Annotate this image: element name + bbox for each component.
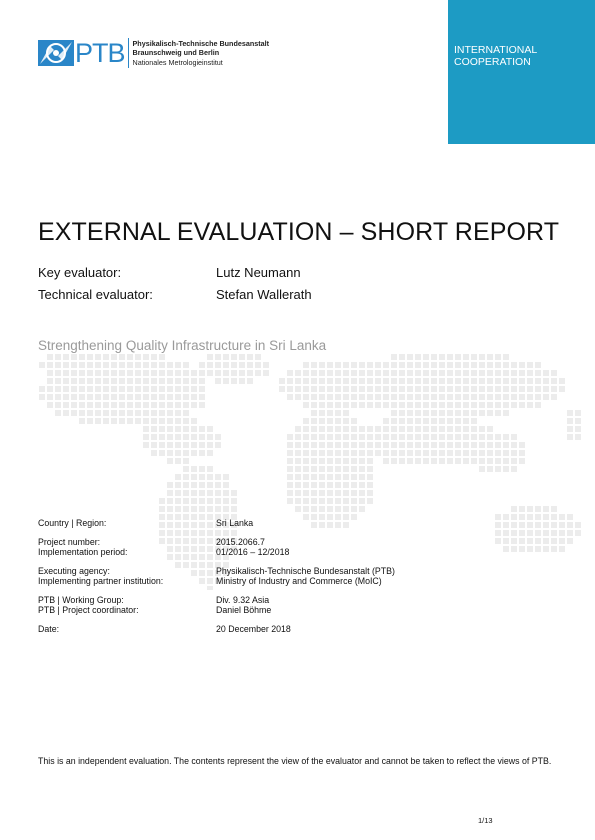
detail-label: Country | Region: bbox=[38, 518, 107, 528]
detail-value: Daniel Böhme bbox=[216, 605, 272, 615]
evaluator-row bbox=[38, 284, 312, 306]
details-group bbox=[38, 537, 395, 558]
banner-line-2: COOPERATION bbox=[454, 56, 531, 68]
international-cooperation-banner bbox=[448, 0, 595, 144]
detail-label: Implementation period: bbox=[38, 547, 128, 557]
logo-text bbox=[133, 39, 269, 68]
details-group bbox=[38, 566, 395, 587]
logo-word: PTB bbox=[75, 37, 125, 68]
report-title: EXTERNAL EVALUATION – SHORT REPORT bbox=[38, 218, 560, 246]
detail-value: 20 December 2018 bbox=[216, 623, 291, 634]
project-details bbox=[38, 518, 395, 642]
evaluator-label: Key evaluator: bbox=[38, 265, 122, 280]
detail-value: 01/2016 – 12/2018 bbox=[216, 547, 290, 557]
detail-label: Executing agency: bbox=[38, 565, 110, 576]
detail-row bbox=[38, 624, 395, 635]
detail-row bbox=[38, 576, 395, 587]
logo-line-1: Physikalisch-Technische Bundesanstalt bbox=[132, 38, 269, 48]
evaluator-row bbox=[38, 262, 312, 284]
detail-value: Ministry of Industry and Commerce (MoIC) bbox=[216, 576, 382, 586]
banner-line-1: INTERNATIONAL bbox=[454, 44, 538, 56]
detail-value: Sri Lanka bbox=[216, 518, 254, 528]
evaluator-list bbox=[38, 262, 312, 306]
detail-value: Physikalisch-Technische Bundesanstalt (PTB) bbox=[216, 565, 395, 576]
detail-label: Project number: bbox=[38, 536, 101, 547]
detail-row bbox=[38, 537, 395, 548]
detail-value: 2015.2066.7 bbox=[216, 536, 265, 547]
ptb-emblem-icon bbox=[38, 36, 74, 70]
evaluator-name: Lutz Neumann bbox=[216, 265, 301, 280]
logo-line-2: Braunschweig und Berlin bbox=[132, 48, 220, 58]
detail-row bbox=[38, 566, 395, 577]
detail-label: PTB | Project coordinator: bbox=[38, 605, 139, 615]
detail-label: Date: bbox=[38, 623, 60, 634]
detail-row bbox=[38, 518, 395, 529]
logo-divider bbox=[128, 38, 129, 68]
project-title: Strengthening Quality Infrastructure in Sri Lanka bbox=[38, 338, 327, 353]
detail-row bbox=[38, 595, 395, 606]
logo-line-3: Nationales Metrologieinstitut bbox=[132, 57, 223, 67]
details-group bbox=[38, 624, 395, 635]
detail-value: Div. 9.32 Asia bbox=[216, 594, 270, 605]
detail-label: PTB | Working Group: bbox=[38, 594, 124, 605]
details-group bbox=[38, 518, 395, 529]
evaluator-name: Stefan Wallerath bbox=[216, 287, 312, 302]
detail-label: Implementing partner institution: bbox=[38, 576, 164, 586]
evaluator-label: Technical evaluator: bbox=[38, 287, 153, 302]
ptb-logo bbox=[38, 36, 269, 70]
details-group bbox=[38, 595, 395, 616]
page-number: 1/13 bbox=[478, 816, 493, 825]
detail-row bbox=[38, 547, 395, 558]
disclaimer-text: This is an independent evaluation. The contents represent the view of the evaluator and cannot be taken to reflect the views of PTB. bbox=[38, 756, 552, 766]
detail-row bbox=[38, 605, 395, 616]
